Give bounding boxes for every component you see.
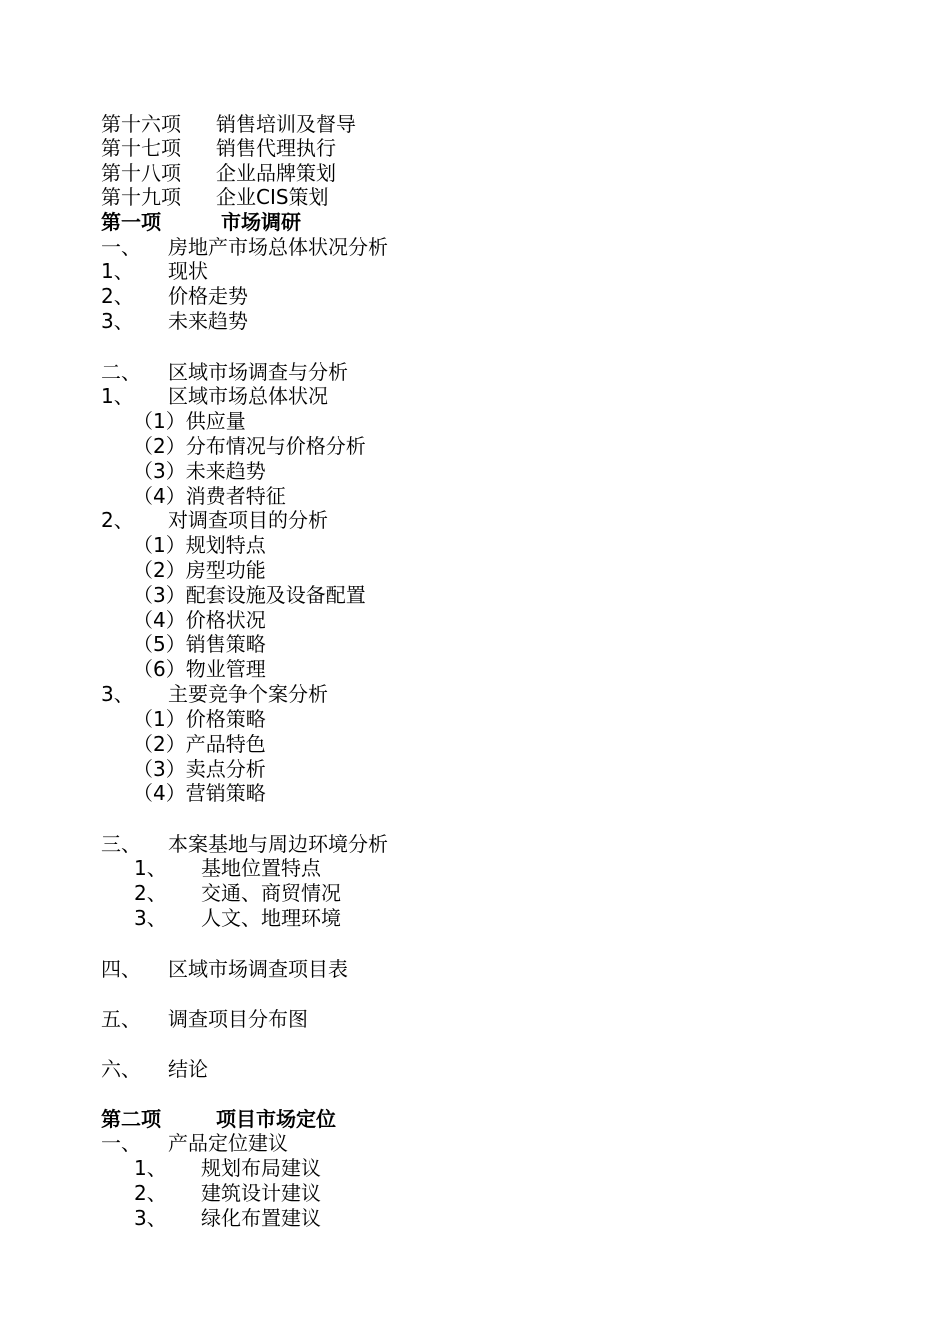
toc-text: 企业品牌策划 xyxy=(216,161,336,185)
part-title: 房地产市场总体状况分析 xyxy=(168,235,388,259)
item-text: 基地位置特点 xyxy=(201,856,321,880)
item-text: 绿化布置建议 xyxy=(201,1206,321,1230)
item-number: 1、 xyxy=(101,259,134,283)
item-number: 1、 xyxy=(134,1156,167,1180)
item-number: 3、 xyxy=(101,682,134,706)
item-text: 对调查项目的分析 xyxy=(168,508,328,532)
part-title: 调查项目分布图 xyxy=(168,1007,308,1031)
toc-number: 第十九项 xyxy=(101,185,181,209)
part-number: 一、 xyxy=(101,235,141,259)
item-number: 3、 xyxy=(101,309,134,333)
part-number: 一、 xyxy=(101,1131,141,1155)
sub-item: （4）消费者特征 xyxy=(133,484,286,508)
item-text: 未来趋势 xyxy=(168,309,248,333)
sub-item: （1）供应量 xyxy=(133,409,246,433)
toc-text: 销售代理执行 xyxy=(216,136,336,160)
item-text: 交通、商贸情况 xyxy=(201,881,341,905)
sub-item: （5）销售策略 xyxy=(133,632,266,656)
part-number: 二、 xyxy=(101,360,141,384)
item-text: 区域市场总体状况 xyxy=(168,384,328,408)
toc-text: 销售培训及督导 xyxy=(216,112,356,136)
toc-text: 企业CIS策划 xyxy=(216,185,329,209)
part-title: 产品定位建议 xyxy=(168,1131,288,1155)
sub-item: （4）价格状况 xyxy=(133,608,266,632)
sub-item: （3）未来趋势 xyxy=(133,459,266,483)
item-text: 主要竞争个案分析 xyxy=(168,682,328,706)
sub-item: （2）房型功能 xyxy=(133,558,266,582)
sub-item: （1）价格策略 xyxy=(133,707,266,731)
sub-item: （1）规划特点 xyxy=(133,533,266,557)
part-title: 区域市场调查与分析 xyxy=(168,360,348,384)
sub-item: （6）物业管理 xyxy=(133,657,266,681)
item-number: 1、 xyxy=(101,384,134,408)
part-title: 区域市场调查项目表 xyxy=(168,957,348,981)
item-text: 现状 xyxy=(168,259,208,283)
toc-number: 第十六项 xyxy=(101,112,181,136)
item-text: 人文、地理环境 xyxy=(201,906,341,930)
toc-number: 第十八项 xyxy=(101,161,181,185)
item-number: 2、 xyxy=(101,284,134,308)
part-number: 三、 xyxy=(101,832,141,856)
sub-item: （2）分布情况与价格分析 xyxy=(133,434,366,458)
toc-number: 第十七项 xyxy=(101,136,181,160)
section-number: 第二项 xyxy=(101,1107,161,1131)
item-text: 建筑设计建议 xyxy=(201,1181,321,1205)
part-number: 四、 xyxy=(101,957,141,981)
part-title: 本案基地与周边环境分析 xyxy=(168,832,388,856)
item-text: 规划布局建议 xyxy=(201,1156,321,1180)
item-number: 3、 xyxy=(134,1206,167,1230)
section-title: 项目市场定位 xyxy=(216,1107,336,1131)
sub-item: （3）配套设施及设备配置 xyxy=(133,583,366,607)
section-number: 第一项 xyxy=(101,210,161,234)
item-number: 1、 xyxy=(134,856,167,880)
part-number: 五、 xyxy=(101,1007,141,1031)
section-title: 市场调研 xyxy=(221,210,301,234)
sub-item: （4）营销策略 xyxy=(133,781,266,805)
item-number: 2、 xyxy=(101,508,134,532)
item-number: 2、 xyxy=(134,1181,167,1205)
sub-item: （2）产品特色 xyxy=(133,732,266,756)
item-number: 3、 xyxy=(134,906,167,930)
part-title: 结论 xyxy=(168,1057,208,1081)
sub-item: （3）卖点分析 xyxy=(133,757,266,781)
item-number: 2、 xyxy=(134,881,167,905)
part-number: 六、 xyxy=(101,1057,141,1081)
item-text: 价格走势 xyxy=(168,284,248,308)
